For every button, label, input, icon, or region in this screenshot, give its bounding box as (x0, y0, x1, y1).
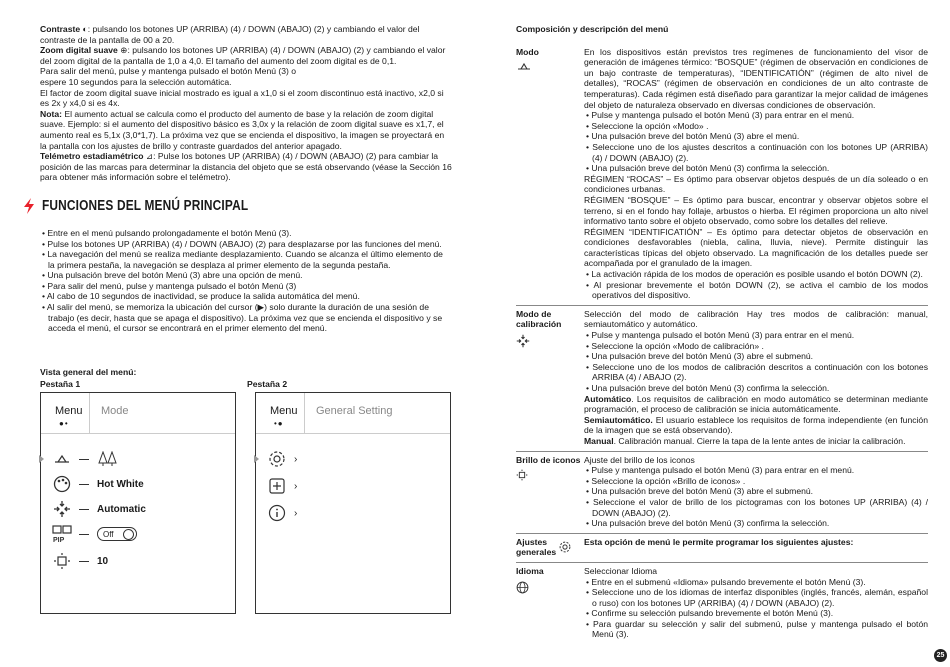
overview-title: Vista general del menú: (40, 367, 137, 377)
zoom-factor-paragraph: El factor de zoom digital suave inicial mostrado es igual a x1,0 si el zoom discontinuo está inactivo, x2,0 si es 2x y x4,0 si es 4x. (40, 87, 444, 109)
bosque-paragraph: RÉGIMEN “BOSQUE” – Es óptimo para buscar, encontrar y observar objetos sobre el terreno, si en el fondo hay follaje, arbustos o hierba. El régimen proporciona un alto nivel informativo tanto sobre el objeto observado, como sobre los detalles del relieve. (584, 194, 928, 227)
pip-toggle[interactable]: Off (97, 527, 137, 541)
menu-instructions-list (40, 228, 452, 334)
panel-tabs (256, 393, 450, 434)
list-item: • Pulse los botones UP (ARRIBA) (4) / DOWN (ABAJO) (2) para desplazarse por las funciones del menú. (40, 239, 452, 250)
list-item: • Entre en el menú pulsando prolongadamente el botón Menú (3). (40, 228, 452, 239)
menu-row-brightness[interactable]: 10 (51, 551, 108, 571)
menu-tab1-panel (40, 392, 236, 614)
icon-brightness-icon (516, 469, 528, 481)
page-dots: ●• (59, 419, 69, 428)
rocas-paragraph: RÉGIMEN “ROCAS” – Es óptimo para observar objetos después de un día soleado o en condiciones urbanas. (584, 173, 928, 195)
contrast-paragraph: Contraste ◐: pulsando los botones UP (ARRIBA) (4) / DOWN (ABAJO) (2) y cambiando el valor del contraste de la pantalla de 00 a 20. (40, 24, 420, 45)
cursor-pointer (254, 455, 259, 463)
pip-icon (51, 525, 73, 543)
palette-icon (51, 475, 73, 493)
icon-brightness-icon (51, 552, 73, 570)
tab-general-setting[interactable]: General Setting (316, 405, 393, 417)
menu-tab2-panel (255, 392, 451, 614)
globe-icon (516, 581, 529, 594)
section-heading: FUNCIONES DEL MENÚ PRINCIPAL (22, 198, 452, 214)
cursor-pointer (39, 455, 44, 463)
list-item: • Al cabo de 10 segundos de inactividad, se produce la salida automática del menú. (40, 291, 452, 302)
right-column (516, 24, 928, 640)
menu-row-settings[interactable] (266, 449, 297, 469)
mode-section: Modo En los dispositivos están previstos tres regímenes de funcionamiento del visor de generación de imágenes térmico: “BOSQUE” (régimen de observación en condiciones de un bajo contraste de temperaturas), “IDENTIFICATIÓN” (régimen de alto nivel de detalles), “ROCAS” (régimen de observación en condiciones de un alto contraste de temperaturas). Cada régimen está diseñado para garantizar la mejor calidad de imágenes del objeto de naturaleza observado en diversas condiciones de observación. • Pulse y mantenga pulsado el botón Menú (3) para entrar en el menú. • Seleccione la opción «Modo» . • Una pulsación breve del botón Menú (3) abre el menú. • Seleccione uno de los ajustes descritos a continuación con los botones UP (ARRIBA) (4) / DOWN (ABAJO) (2). • Una pulsación breve del botón Menú (3) confirma la selección. RÉGIMEN “ROCAS” – Es óptimo para observar objetos después de un día soleado o en condiciones urbanas. RÉGIMEN “BOSQUE” – Es óptimo para buscar, encontrar y observar objetos sobre el terreno, si en el fondo hay follaje, arbustos o hierba. El régimen proporciona un alto nivel informativo tanto sobre el objeto observado, como sobre los detalles del relieve. RÉGIMEN “IDENTIFICATIÓN” – Es óptimo para detectar objetos de observación en condiciones desfavorables (niebla, calina, lluvia, nieve). Permite distinguir las características típicas del objeto observado. La magnificación de los detalles puede ser acompañada por el granulado de la imagen. • La activación rápida de los modos de operación es posible usando el botón DOWN (2). • Al presionar brevemente el botón DOWN (2), se activa el cambio de los modos operativos del dispositivo. (516, 47, 928, 301)
lightning-icon (22, 198, 36, 214)
note-paragraph: Nota: El aumento actual se calcula como el producto del aumento de base y la relación de zoom digital suave. Ejemplo: si el aumento del dispositivo básico es 3,0x y la relación de zoom digital suave es x1,7, el aumento real es 5,1x (3,0*1,7). La próxima vez que se encienda el dispositivo, la imagen se proyectará en la pantalla con los ajustes de brillo y contraste guardados del anterior apagado. (40, 108, 445, 151)
menu-row-calibration[interactable]: Automatic (51, 499, 146, 519)
svg-text:PIP: PIP (53, 537, 65, 543)
chevron-right-icon: › (294, 480, 298, 492)
language-section: Idioma Seleccionar Idioma • Entre en el submenú «Idioma» pulsando brevemente el botón Menú (3). • Seleccione uno de los idiomas de interfaz disponibles (inglés, francés, alemán, español o ruso) con los botones UP (ARRIBA) (4) / DOWN (ABAJO) (2). • Confirme su selección pulsando brevemente el botón Menú (3). • Para guardar su selección y salir del submenú, pulse y mantenga pulsado el botón Menú (3). (516, 566, 928, 640)
rangefinder-paragraph: Telémetro estadiamétrico ⊿: Pulse los botones UP (ARRIBA) (4) / DOWN (ABAJO) (2) para cambiar la posición de las marcas para determinar la distancia del objeto que se está observando (véase la Sección 16 para obtener más información sobre el telémetro). (40, 151, 452, 183)
wait-paragraph: espere 10 segundos para la selección automática. (40, 76, 232, 87)
general-settings-section: Ajustes generales Esta opción de menú le permite programar los siguientes ajustes: (516, 536, 854, 558)
ident-paragraph: RÉGIMEN “IDENTIFICATIÓN” – Es óptimo para detectar objetos de observación en condiciones desfavorables (niebla, calina, lluvia, nieve). Permite distinguir las características típicas del objeto observado. La magnificación de los detalles puede ser acompañada por el granulado de la imagen. (584, 226, 928, 269)
exit-paragraph: Para salir del menú, pulse y mantenga pulsado el botón Menú (3) o (40, 66, 297, 77)
list-item: • Una pulsación breve del botón Menú (3) abre una opción de menú. (40, 270, 452, 281)
chevron-right-icon: › (294, 453, 298, 465)
calibration-icon (51, 500, 73, 518)
composition-title: Composición y descripción del menú (516, 24, 669, 34)
list-item: • Al salir del menú, se memoriza la ubicación del cursor (▶) solo durante la duración de una sesión de trabajo (es decir, hasta que se apaga el dispositivo). La próxima vez que se encienda el dispositivo y se acceda el menú, el cursor se encontrará en el primer elemento del menú. (40, 302, 452, 334)
info-icon (266, 504, 288, 522)
menu-row-mode[interactable] (51, 449, 125, 469)
left-column (40, 24, 452, 334)
chevron-right-icon: › (294, 507, 298, 519)
menu-row-pip[interactable] (51, 524, 137, 544)
mode-icon (516, 61, 532, 71)
add-icon (266, 477, 288, 495)
gear-icon (558, 540, 572, 554)
tab1-caption: Pestaña 1 (40, 379, 81, 389)
tab-mode[interactable]: Mode (101, 405, 129, 417)
forest-icon (97, 450, 119, 468)
gear-icon (266, 450, 288, 468)
list-item: • Para salir del menú, pulse y mantenga pulsado el botón Menú (3) (40, 281, 452, 292)
icon-brightness-section: Brillo de iconos Ajuste del brillo de los iconos • Pulse y mantenga pulsado el botón Menú (3) para entrar en el menú. • Seleccione la opción «Brillo de iconos» . • Una pulsación breve del botón Menú (3) abre el submenú. • Seleccione el valor de brillo de los pictogramas con los botones UP (ARRIBA) (4) / DOWN (ABAJO) (2). • Una pulsación breve del botón Menú (3) confirma la selección. (516, 455, 928, 529)
menu-row-color[interactable]: Hot White (51, 474, 144, 494)
calibration-section: Modo de calibración Selección del modo de calibración Hay tres modos de calibración: manual, semiautomático y automático. • Pulse y mantenga pulsado el botón Menú (3) para entrar en el menú. • Seleccione la opción «Modo de calibración» . • Una pulsación breve del botón Menú (3) abre el submenú. • Seleccione uno de los modos de calibración descritos a continuación con los botones ARRIBA (4) / ABAJO (2). • Una pulsación breve del botón Menú (3) confirma la selección. Automático. Los requisitos de calibración en modo automático se determinan mediante programación, el proceso de calibración se inicia automáticamente. Semiautomático. El usuario establece los requisitos de forma independiente (en función de la imagen que se está observando). Manual. Calibración manual. Cierre la tapa de la lente antes de iniciar la calibración. (516, 309, 928, 447)
mode-icon (51, 450, 73, 468)
menu-row-info[interactable] (266, 503, 297, 523)
page-dots: •● (274, 419, 284, 428)
menu-row-add[interactable] (266, 476, 297, 496)
zoom-paragraph: Zoom digital suave ⊕: pulsando los botones UP (ARRIBA) (4) / DOWN (ABAJO) (2) y cambiando el valor del zoom digital de la pantalla de 1,0 a 4,0. El tamaño del aumento del zoom digital es de 0,1. (40, 45, 446, 66)
tab-menu[interactable]: Menu ●• (41, 393, 90, 433)
tab2-caption: Pestaña 2 (247, 379, 288, 389)
list-item: • La navegación del menú se realiza mediante desplazamiento. Cuando se alcanza el último elemento de la primera pestaña, la navegación se desplaza al primer elemento de la segunda pestaña. (40, 249, 452, 270)
page-number: 25 (934, 649, 947, 662)
panel-tabs (41, 393, 235, 434)
calibration-icon (516, 334, 530, 348)
tab-menu[interactable]: Menu •● (256, 393, 305, 433)
